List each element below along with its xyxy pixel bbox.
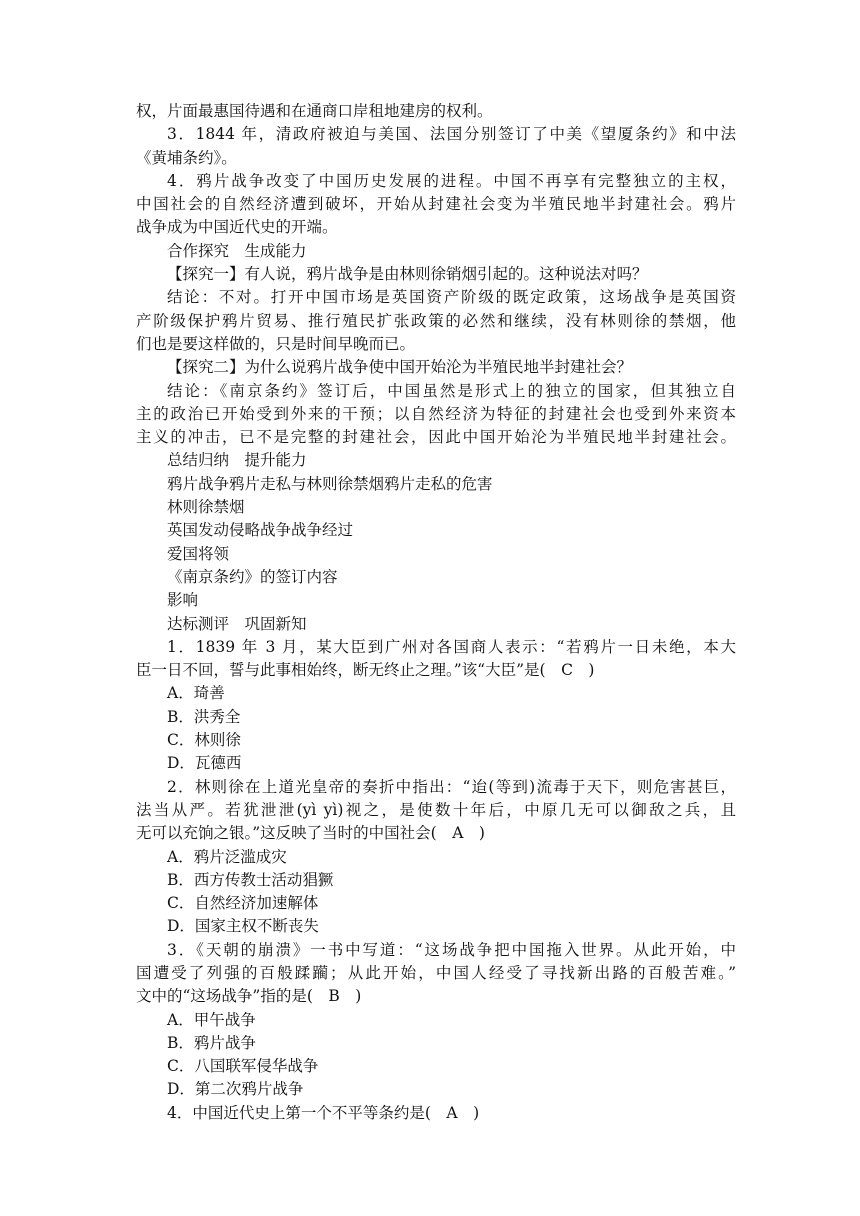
text-line: 英国发动侵略战争战争经过 [167, 521, 354, 540]
text-line: 3．1844 年，清政府被迫与美国、法国分别签订了中美《望厦条约》和中法 [167, 125, 736, 144]
text-line: C．林则徐 [167, 731, 241, 750]
text-line: D．国家主权不断丧失 [167, 917, 319, 936]
text-line: 鸦片战争鸦片走私与林则徐禁烟鸦片走私的危害 [167, 474, 493, 493]
text-line: A．鸦片泛滥成灾 [167, 847, 287, 866]
text-line: 【探究一】有人说，鸦片战争是由林则徐销烟引起的。这种说法对吗？ [167, 265, 648, 284]
text-line: A．琦善 [167, 684, 225, 703]
text-line: B．西方传教士活动猖獗 [167, 870, 334, 889]
text-line: A．甲午战争 [167, 1010, 256, 1029]
text-line: 3．《天朝的崩溃》一书中写道：“这场战争把中国拖入世界。从此开始，中 [167, 940, 736, 959]
text-line: 4．中国近代史上第一个不平等条约是( A ) [167, 1103, 480, 1122]
text-line: 《南京条约》的签订内容 [167, 567, 338, 586]
text-line: 2．林则徐在上道光皇帝的奏折中指出：“迨(等到)流毒于天下，则危害甚巨， [167, 777, 736, 796]
text-line: 主义的冲击，已不是完整的封建社会，因此中国开始沦为半殖民地半封建社会。 [136, 428, 736, 447]
text-line: 1．1839 年 3 月，某大臣到广州对各国商人表示：“若鸦片一日未绝，本大 [167, 637, 736, 656]
text-line: C．自然经济加速解体 [167, 894, 319, 913]
text-line: 法当从严。若犹泄泄(yì yì)视之，是使数十年后，中原几无可以御敌之兵，且 [136, 800, 736, 819]
text-line: C．八国联军侵华战争 [167, 1057, 319, 1076]
text-line: 总结归纳 提升能力 [167, 451, 307, 470]
text-line: 结论：《南京条约》签订后，中国虽然是形式上的独立的国家，但其独立自 [167, 381, 736, 400]
document-body [136, 100, 736, 1125]
text-line: 《黄埔条约》。 [136, 148, 237, 167]
text-line: B．洪秀全 [167, 707, 241, 726]
text-line: 无可以充饷之银。”这反映了当时的中国社会( A ) [136, 824, 485, 843]
text-line: 战争成为中国近代史的开端。 [136, 218, 338, 237]
text-line: 文中的“这场战争”指的是( B ) [136, 987, 362, 1006]
text-line: 们也是要这样做的，只是时间早晚而已。 [136, 334, 416, 353]
text-line: D．第二次鸦片战争 [167, 1080, 304, 1099]
text-line: 结论：不对。打开中国市场是英国资产阶级的既定政策，这场战争是英国资 [167, 288, 736, 307]
text-line: 中国社会的自然经济遭到破坏，开始从封建社会变为半殖民地半封建社会。鸦片 [136, 195, 736, 214]
text-line: 爱国将领 [167, 544, 230, 563]
text-line: 影响 [167, 591, 199, 610]
text-line: 达标测评 巩固新知 [167, 614, 307, 633]
text-line: 权，片面最惠国待遇和在通商口岸租地建房的权利。 [136, 102, 493, 120]
text-line: 林则徐禁烟 [167, 498, 245, 517]
text-line: 国遭受了列强的百般蹂躏；从此开始，中国人经受了寻找新出路的百般苦难。” [136, 963, 736, 982]
text-line: 合作探究 生成能力 [167, 241, 307, 260]
text-line: 主的政治已开始受到外来的干预；以自然经济为特征的封建社会也受到外来资本 [136, 404, 736, 423]
text-line: 4．鸦片战争改变了中国历史发展的进程。中国不再享有完整独立的主权， [167, 171, 736, 190]
text-line: D．瓦德西 [167, 754, 242, 773]
text-line: B．鸦片战争 [167, 1033, 256, 1052]
text-line: 臣一日不回，誓与此事相始终，断无终止之理。”该“大臣”是( C ) [136, 661, 595, 680]
text-line: 产阶级保护鸦片贸易、推行殖民扩张政策的必然和继续，没有林则徐的禁烟，他 [136, 311, 736, 330]
text-line: 【探究二】为什么说鸦片战争使中国开始沦为半殖民地半封建社会？ [167, 358, 633, 377]
